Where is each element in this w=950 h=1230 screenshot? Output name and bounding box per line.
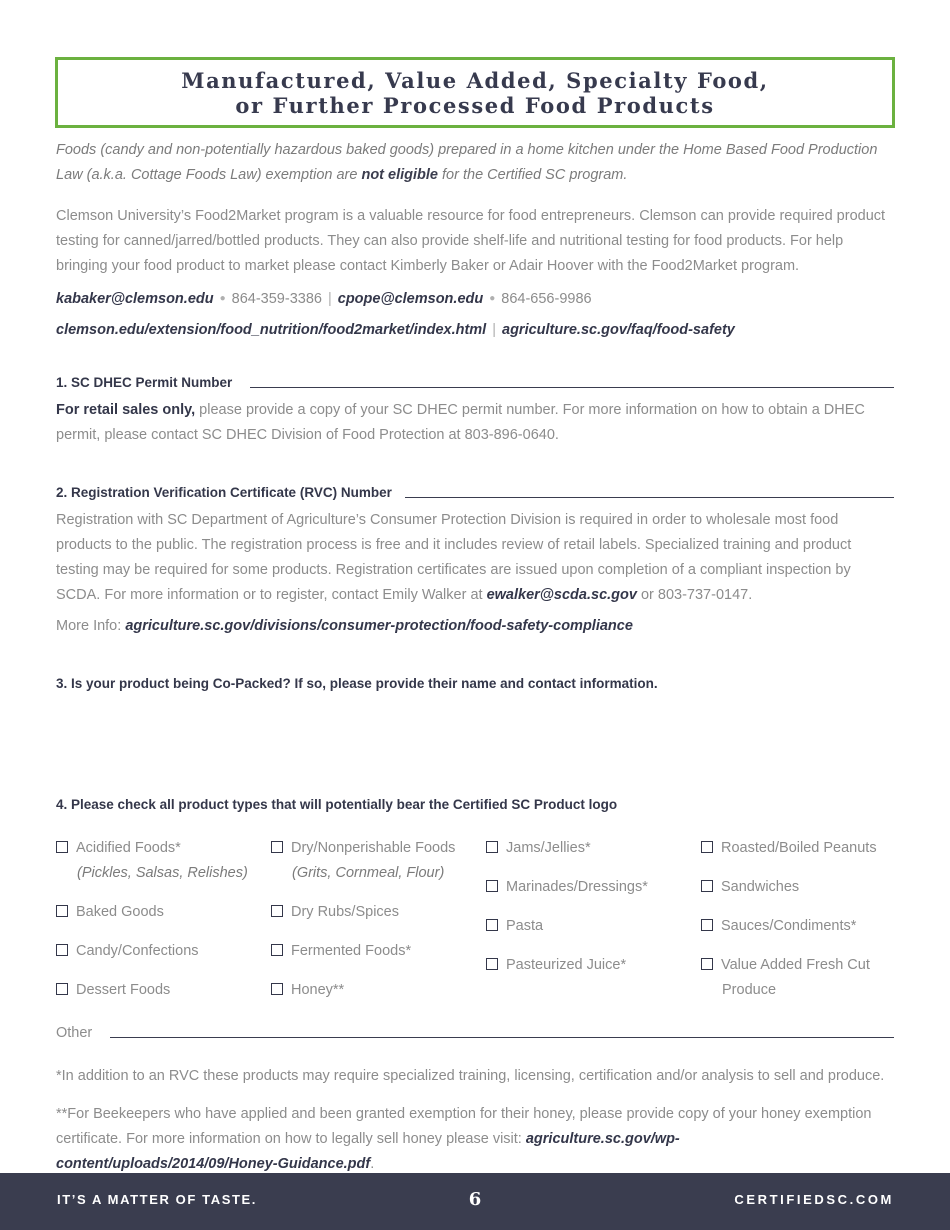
checkbox-honey[interactable] [271,978,344,1003]
checkbox-square-icon[interactable] [271,841,283,853]
food2market-url-link[interactable]: clemson.edu/extension/food_nutrition/food2market/index.html [56,322,487,338]
checkbox-square-icon[interactable] [701,841,713,853]
title-line-1: Manufactured, Value Added, Specialty Food, [181,68,769,93]
cottage-text: Foods (candy and non-potentially hazardous baked goods) prepared in a home kitchen under the Home Based Food Production Law (a.k.a. Cottage Foods Law) exemption are [56,142,878,183]
checkbox-label-line-2: Produce [722,982,777,998]
checkbox-label: Dessert Foods [76,982,171,998]
footnote-rvc: *In addition to an RVC these products may require specialized training, licensing, certification and/or analysis to sell and produce. [56,1068,885,1084]
checkbox-value-added-fresh-cut[interactable] [701,953,870,1003]
email-ewalker-link[interactable]: ewalker@scda.sc.gov [486,587,637,603]
checkbox-square-icon[interactable] [271,944,283,956]
checkbox-label: Honey** [291,982,345,998]
contact-line [56,286,896,312]
cottage-text-end: for the Certified SC program. [438,167,628,183]
checkbox-pasta[interactable] [486,914,543,939]
checkbox-marinades-dressings[interactable] [486,875,648,900]
honey-note-end: . [370,1156,375,1172]
checkbox-square-icon[interactable] [486,880,498,892]
footer-site-link[interactable]: CERTIFIEDSC.COM [734,1192,894,1207]
phone-2: 864-656-9986 [501,291,592,307]
checkbox-label: Candy/Confections [76,943,199,959]
checkbox-square-icon[interactable] [486,919,498,931]
checkbox-label: Fermented Foods* [291,943,412,959]
checkbox-square-icon[interactable] [271,905,283,917]
checkbox-dry-nonperishable[interactable] [271,836,455,886]
checkbox-roasted-boiled-peanuts[interactable] [701,836,877,861]
checkbox-label: Acidified Foods* [76,840,181,856]
q1-permit-field[interactable] [250,387,894,388]
page-number: 6 [468,1189,482,1210]
checkbox-label: Roasted/Boiled Peanuts [721,840,877,856]
bullet-separator: ● [489,293,496,304]
q2-more-info [56,614,896,639]
honey-guidance-link[interactable]: agriculture.sc.gov/wp-content/uploads/2014/09/Honey-Guidance.pdf [56,1131,680,1172]
honey-note-text: **For Beekeepers who have applied and been granted exemption for their honey, please provide copy of your honey exemption certificate. For more information on how to legally sell honey please visit: [56,1106,872,1147]
q1-text: please provide a copy of your SC DHEC permit number. For more information on how to obtain a DHEC permit, please contact SC DHEC Division of Food Protection at 803-896-0640. [56,402,865,443]
checkbox-candy-confections[interactable] [56,939,199,964]
food-safety-compliance-link[interactable]: agriculture.sc.gov/divisions/consumer-protection/food-safety-compliance [125,618,633,634]
pipe-separator: | [327,291,332,307]
checkbox-square-icon[interactable] [56,983,68,995]
checkbox-label: Sandwiches [721,879,800,895]
retail-only-lead: For retail sales only, [56,402,196,418]
footer-tagline: IT’S A MATTER OF TASTE. [57,1192,258,1207]
q2-label: 2. Registration Verification Certificate (RVC) Number [56,485,392,500]
checkbox-square-icon[interactable] [486,841,498,853]
title-line-2: or Further Processed Food Products [235,93,715,118]
page-footer [0,1173,950,1230]
email-cpope-link[interactable]: cpope@clemson.edu [337,291,484,307]
checkbox-sublabel: (Grits, Cornmeal, Flour) [292,865,445,881]
q2-text: Registration with SC Department of Agriculture’s Consumer Protection Division is required in order to wholesale most food products to the public. The registration process is free and it includes review of retail labels. Specialized training and product testing may be required for some products. Registration certificates are issued upon completion of a compliant inspection by SCDA. For more information or to register, contact Emily Walker at [56,512,852,603]
checkbox-baked-goods[interactable] [56,900,164,925]
checkbox-fermented-foods[interactable] [271,939,411,964]
checkbox-jams-jellies[interactable] [486,836,591,861]
other-input-line[interactable] [110,1037,894,1038]
phone-1: 864-359-3386 [231,291,322,307]
checkbox-sublabel: (Pickles, Salsas, Relishes) [77,865,248,881]
cottage-note [56,138,896,188]
food2market-paragraph: Clemson University’s Food2Market program is a valuable resource for food entrepreneurs. Clemson can provide required product testing for canned/jarred/bottled products. They can also provide shelf-life and nutritional testing for food products. For help bringing your food product to market please contact Kimberly Baker or Adair Hoover with the Food2Market program. [56,208,886,274]
q2-text-end: or 803-737-0147. [636,587,753,603]
title-box [55,57,895,128]
checkbox-square-icon[interactable] [271,983,283,995]
q3-label: 3. Is your product being Co-Packed? If so, please provide their name and contact information. [56,676,658,691]
food-safety-faq-link[interactable]: agriculture.sc.gov/faq/food-safety [502,322,735,338]
checkbox-sauces-condiments[interactable] [701,914,856,939]
q2-rvc-field[interactable] [405,497,894,498]
more-info-label: More Info: [56,618,126,634]
checkbox-sandwiches[interactable] [701,875,799,900]
checkbox-pasteurized-juice[interactable] [486,953,626,978]
checkbox-square-icon[interactable] [56,944,68,956]
q1-label: 1. SC DHEC Permit Number [56,375,233,390]
not-eligible: not eligible [361,167,438,183]
q1-description [56,398,896,448]
other-label: Other [56,1025,93,1041]
checkbox-label: Pasta [506,918,544,934]
email-kabaker-link[interactable]: kabaker@clemson.edu [56,291,214,307]
checkbox-label: Value Added Fresh Cut [721,957,870,973]
footnote-honey [56,1102,896,1177]
checkbox-label: Jams/Jellies* [506,840,591,856]
checkbox-square-icon[interactable] [701,958,713,970]
bullet-separator: ● [219,293,226,304]
url-line [56,318,896,343]
q3-answer-area[interactable] [56,700,894,785]
checkbox-label: Dry/Nonperishable Foods [291,840,456,856]
checkbox-label: Dry Rubs/Spices [291,904,399,920]
pipe-separator: | [492,322,496,338]
q2-description [56,508,896,608]
checkbox-dessert-foods[interactable] [56,978,170,1003]
checkbox-square-icon[interactable] [701,880,713,892]
q4-label: 4. Please check all product types that will potentially bear the Certified SC Product logo [56,797,618,812]
checkbox-label: Pasteurized Juice* [506,957,627,973]
checkbox-acidified-foods[interactable] [56,836,248,886]
checkbox-label: Baked Goods [76,904,164,920]
checkbox-dry-rubs-spices[interactable] [271,900,399,925]
checkbox-square-icon[interactable] [486,958,498,970]
checkbox-label: Sauces/Condiments* [721,918,857,934]
checkbox-square-icon[interactable] [56,841,68,853]
checkbox-square-icon[interactable] [701,919,713,931]
checkbox-square-icon[interactable] [56,905,68,917]
checkbox-label: Marinades/Dressings* [506,879,648,895]
